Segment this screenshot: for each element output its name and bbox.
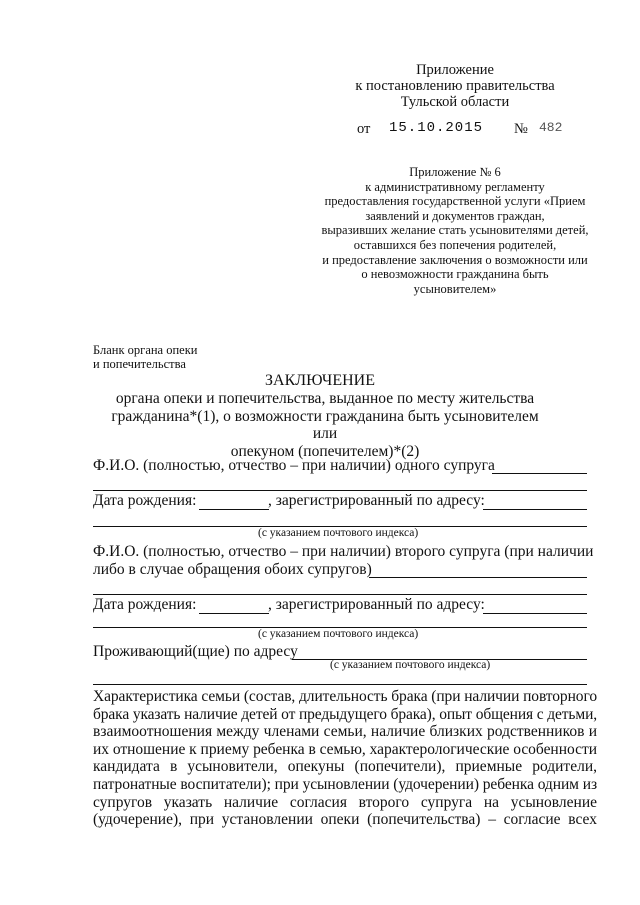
resolution-number: 482 [539, 120, 563, 135]
subtitle-line-3: опекуном (попечителем)*(2) [230, 442, 420, 460]
family-characteristics-paragraph [93, 688, 597, 829]
appendix-line: заявлений и документов граждан, [365, 208, 545, 223]
dob-spouse1-label: Дата рождения: [93, 492, 197, 509]
appendix-line: и предоставление заключения о возможности или [322, 252, 588, 267]
residence-field-cont[interactable] [93, 684, 587, 685]
letterhead-line-1: Бланк органа опеки [93, 343, 198, 357]
paragraph-line: кандидата в усыновители, опекуны (попечители), приемные родители, [93, 758, 597, 776]
postal-note-1: (с указанием почтового индекса) [258, 527, 419, 539]
paragraph-line: супругов указать наличие согласия второго супруга на усыновление [93, 793, 597, 811]
postal-note-2: (с указанием почтового индекса) [258, 628, 419, 640]
fio-spouse2-label-cont: либо в случае обращения обоих супругов) [93, 561, 372, 578]
subtitle-line-2: гражданина*(1), о возможности гражданина быть усыновителем или [111, 407, 539, 442]
fio-spouse1-field[interactable] [492, 473, 587, 474]
fio-spouse2-field-cont[interactable] [93, 594, 587, 595]
residence-label: Проживающий(щие) по адресу [93, 643, 298, 660]
dob-spouse1-field[interactable] [199, 509, 269, 510]
appendix-line: выразивших желание стать усыновителями детей, [321, 223, 589, 238]
resolution-date-number [357, 120, 563, 138]
header-line-1: Приложение [416, 62, 494, 78]
appendix-line: Приложение № 6 [409, 165, 501, 179]
fio-spouse1-field-cont[interactable] [93, 490, 587, 491]
fio-spouse2-field[interactable] [369, 577, 587, 578]
dob-spouse2-label: Дата рождения: [93, 596, 197, 613]
reg-spouse2-label: , зарегистрированный по адресу: [268, 596, 485, 613]
address-spouse2-field[interactable] [483, 613, 587, 614]
appendix-line: оставшихся без попечения родителей, [353, 237, 557, 252]
fio-spouse1-label: Ф.И.О. (полностью, отчество – при наличии) одного супруга [93, 457, 495, 474]
reg-spouse1-label: , зарегистрированный по адресу: [268, 492, 485, 509]
paragraph-line: патронатные воспитатели); при усыновлении (удочерении) ребенка одним из [93, 775, 597, 793]
dob-spouse2-field[interactable] [199, 613, 269, 614]
appendix-line: усыновителем» [413, 281, 497, 296]
paragraph-line: (удочерение), при установлении опеки (попечительства) – согласие всех [93, 811, 597, 829]
paragraph-line: брака указать наличие детей от предыдущего брака), опыт общения с детьми, [93, 705, 597, 723]
paragraph-line: их отношение к приему ребенка в семью, характерологические особенности [93, 740, 597, 758]
document-subtitle [110, 390, 540, 460]
appendix-line: к административному регламенту [365, 179, 545, 194]
paragraph-line: взаимоотношения между членами семьи, наличие близких родственников и [93, 723, 597, 741]
authority-letterhead-label [93, 343, 197, 371]
letterhead-line-2: и попечительства [93, 357, 186, 371]
resolution-header [345, 62, 565, 110]
appendix-6-header [310, 165, 600, 296]
postal-note-3: (с указанием почтового индекса) [330, 659, 491, 671]
fio-spouse2-label: Ф.И.О. (полностью, отчество – при наличии) второго супруга (при наличии [93, 543, 594, 560]
resolution-date: 15.10.2015 [389, 120, 484, 136]
paragraph-line: Характеристика семьи (состав, длительность брака (при наличии повторного [93, 688, 597, 705]
number-label: № [514, 121, 528, 137]
date-prefix: от [357, 121, 371, 137]
header-line-3: Тульской области [400, 94, 510, 110]
header-line-2: к постановлению правительства [355, 78, 555, 94]
document-title: ЗАКЛЮЧЕНИЕ [265, 372, 375, 389]
subtitle-line-1: органа опеки и попечительства, выданное по месту жительства [115, 390, 535, 407]
appendix-line: предоставления государственной услуги «Прием [324, 194, 586, 209]
address-spouse1-field[interactable] [483, 509, 587, 510]
appendix-line: о невозможности гражданина быть [361, 267, 549, 282]
